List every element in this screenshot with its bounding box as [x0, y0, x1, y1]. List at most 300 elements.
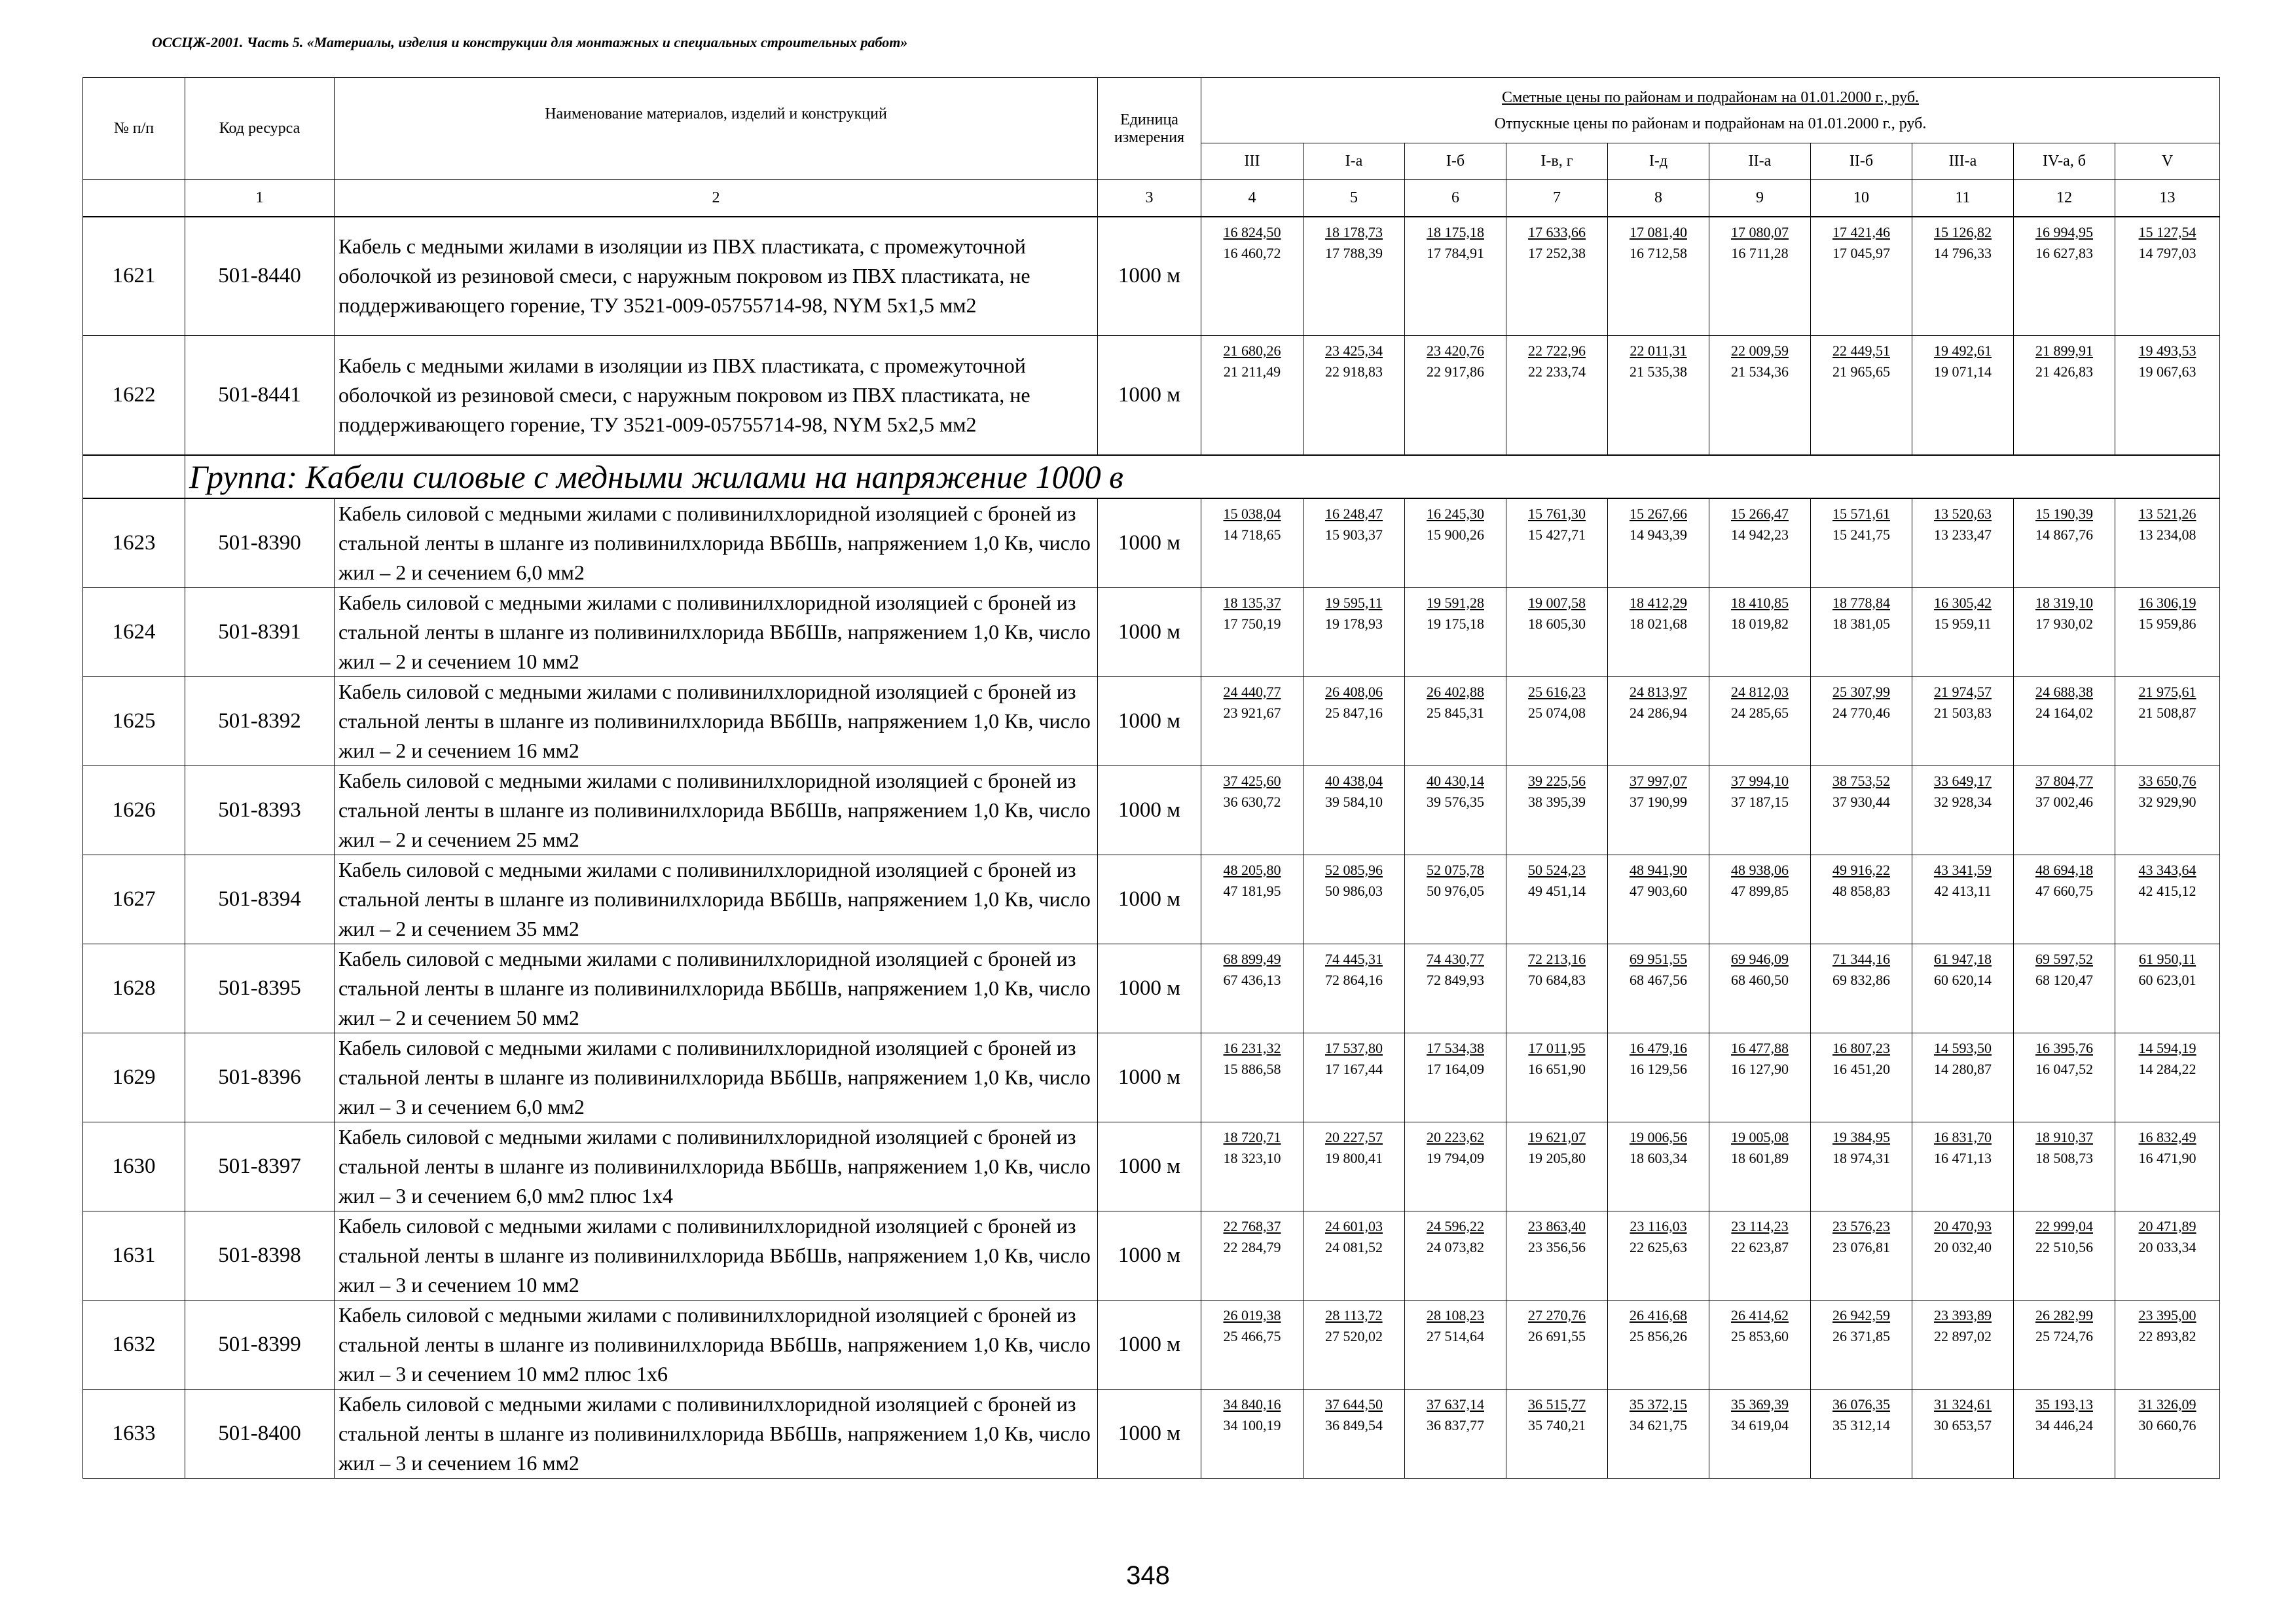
estimated-price: 22 999,04 [2035, 1217, 2093, 1234]
estimated-price: 23 393,89 [1934, 1306, 1992, 1323]
price-cell [2014, 855, 2115, 944]
price-cell [2115, 336, 2220, 455]
unit-of-measure: 1000 м [1098, 766, 1201, 855]
price-cell [1506, 336, 1608, 455]
estimated-price: 36 076,35 [1832, 1395, 1890, 1412]
estimated-price: 52 085,96 [1325, 861, 1383, 878]
release-price: 42 413,11 [1934, 882, 1992, 899]
estimated-price: 19 492,61 [1934, 342, 1992, 359]
release-price: 48 858,83 [1832, 882, 1890, 899]
price-cell [2014, 587, 2115, 676]
price-cell [1709, 1211, 1811, 1300]
table-row [83, 944, 2220, 1033]
release-price: 67 436,13 [1223, 971, 1281, 988]
estimated-price: 37 994,10 [1731, 772, 1789, 789]
column-number: 3 [1098, 180, 1201, 217]
material-name: Кабель силовой с медными жилами с поливинилхлоридной изоляцией с броней из стальной ленты в шланге из поливинилхлорида ВБбШв, напряжением 1,0 Кв, число жил – 2 и сечением 6,0 мм2 [335, 498, 1098, 588]
price-cell [2014, 1389, 2115, 1478]
estimated-price: 69 946,09 [1731, 950, 1789, 967]
estimated-price: 43 343,64 [2138, 861, 2196, 878]
release-price: 70 684,83 [1528, 971, 1586, 988]
release-price: 21 426,83 [2035, 363, 2093, 380]
release-price: 23 356,56 [1528, 1238, 1586, 1255]
unit-of-measure: 1000 м [1098, 1300, 1201, 1389]
price-cell [1811, 217, 1912, 336]
rows-before-group [83, 217, 2220, 455]
release-price: 16 047,52 [2035, 1060, 2093, 1077]
release-price: 32 929,90 [2138, 793, 2196, 810]
release-price: 14 867,76 [2035, 526, 2093, 543]
estimated-price: 74 445,31 [1325, 950, 1383, 967]
estimated-price: 68 899,49 [1223, 950, 1281, 967]
estimated-price: 40 438,04 [1325, 772, 1383, 789]
estimated-price: 31 324,61 [1934, 1395, 1992, 1412]
price-cell [1405, 498, 1506, 588]
price-cell [2014, 944, 2115, 1033]
price-cell [1709, 498, 1811, 588]
price-cell [1912, 1300, 2014, 1389]
release-price: 34 621,75 [1630, 1416, 1687, 1433]
price-cell [1912, 676, 2014, 766]
estimated-price: 35 369,39 [1731, 1395, 1789, 1412]
price-cell [1405, 676, 1506, 766]
estimated-price: 52 075,78 [1427, 861, 1484, 878]
estimated-price: 14 594,19 [2138, 1039, 2196, 1056]
estimated-price: 26 019,38 [1223, 1306, 1281, 1323]
material-name: Кабель силовой с медными жилами с поливинилхлоридной изоляцией с броней из стальной ленты в шланге из поливинилхлорида ВБбШв, напряжением 1,0 Кв, число жил – 3 и сечением 6,0 мм2 плюс 1х4 [335, 1122, 1098, 1211]
estimated-price: 23 116,03 [1630, 1217, 1687, 1234]
release-price: 22 625,63 [1630, 1238, 1687, 1255]
table-row [83, 1211, 2220, 1300]
estimated-price: 24 601,03 [1325, 1217, 1383, 1234]
release-price: 27 514,64 [1427, 1327, 1484, 1344]
release-price: 18 019,82 [1731, 615, 1789, 632]
price-cell [1912, 217, 2014, 336]
unit-of-measure: 1000 м [1098, 944, 1201, 1033]
price-cell [1303, 676, 1405, 766]
release-price: 69 832,86 [1832, 971, 1890, 988]
price-cell [1405, 944, 1506, 1033]
estimated-price: 37 997,07 [1630, 772, 1687, 789]
release-price: 34 446,24 [2035, 1416, 2093, 1433]
release-price: 19 175,18 [1427, 615, 1484, 632]
estimated-price: 13 521,26 [2138, 505, 2196, 522]
release-price: 21 508,87 [2138, 704, 2196, 721]
price-cell [2014, 498, 2115, 588]
price-cell [1608, 587, 1709, 676]
price-cell [1811, 766, 1912, 855]
material-name: Кабель силовой с медными жилами с поливинилхлоридной изоляцией с броней из стальной ленты в шланге из поливинилхлорида ВБбШв, напряжением 1,0 Кв, число жил – 3 и сечением 6,0 мм2 [335, 1033, 1098, 1122]
table-row [83, 1122, 2220, 1211]
release-price: 47 903,60 [1630, 882, 1687, 899]
price-cell [1506, 217, 1608, 336]
estimated-price: 17 011,95 [1528, 1039, 1586, 1056]
estimated-price: 37 425,60 [1223, 772, 1281, 789]
release-price: 39 584,10 [1325, 793, 1383, 810]
estimated-price: 17 534,38 [1427, 1039, 1484, 1056]
release-price: 15 959,11 [1934, 615, 1992, 632]
price-cell [2014, 676, 2115, 766]
release-price: 14 796,33 [1934, 244, 1992, 261]
estimated-price: 19 621,07 [1528, 1128, 1586, 1145]
estimated-price: 23 425,34 [1325, 342, 1383, 359]
price-cell [1201, 498, 1303, 588]
release-price: 21 535,38 [1630, 363, 1687, 380]
header-region: III [1201, 143, 1303, 180]
price-cell [1709, 587, 1811, 676]
estimated-price: 15 571,61 [1832, 505, 1890, 522]
release-price: 22 284,79 [1223, 1238, 1281, 1255]
price-cell [1912, 498, 2014, 588]
release-price: 24 081,52 [1325, 1238, 1383, 1255]
release-price: 37 930,44 [1832, 793, 1890, 810]
unit-of-measure: 1000 м [1098, 1033, 1201, 1122]
release-price: 35 312,14 [1832, 1416, 1890, 1433]
unit-of-measure: 1000 м [1098, 587, 1201, 676]
release-price: 27 520,02 [1325, 1327, 1383, 1344]
estimated-price: 26 416,68 [1630, 1306, 1687, 1323]
unit-of-measure: 1000 м [1098, 1211, 1201, 1300]
material-name: Кабель силовой с медными жилами с поливинилхлоридной изоляцией с броней из стальной ленты в шланге из поливинилхлорида ВБбШв, напряжением 1,0 Кв, число жил – 2 и сечением 35 мм2 [335, 855, 1098, 944]
release-price: 16 651,90 [1528, 1060, 1586, 1077]
release-price: 22 233,74 [1528, 363, 1586, 380]
price-cell [1608, 676, 1709, 766]
price-cell [1506, 676, 1608, 766]
price-cell [2115, 1033, 2220, 1122]
release-price: 25 466,75 [1223, 1327, 1281, 1344]
price-cell [2115, 217, 2220, 336]
price-cell [1811, 336, 1912, 455]
material-name: Кабель силовой с медными жилами с поливинилхлоридной изоляцией с броней из стальной ленты в шланге из поливинилхлорида ВБбШв, напряжением 1,0 Кв, число жил – 3 и сечением 16 мм2 [335, 1389, 1098, 1478]
release-price: 21 503,83 [1934, 704, 1992, 721]
price-cell [1506, 498, 1608, 588]
release-price: 32 928,34 [1934, 793, 1992, 810]
price-cell [1201, 944, 1303, 1033]
column-number: 2 [335, 180, 1098, 217]
estimated-price: 18 410,85 [1731, 594, 1789, 611]
release-price: 21 211,49 [1223, 363, 1281, 380]
price-cell [1201, 1033, 1303, 1122]
resource-code: 501-8390 [185, 498, 335, 588]
estimated-price: 74 430,77 [1427, 950, 1484, 967]
column-number: 1 [185, 180, 335, 217]
release-price: 26 691,55 [1528, 1327, 1586, 1344]
price-cell [2115, 766, 2220, 855]
price-cell [1912, 587, 2014, 676]
table-row [83, 855, 2220, 944]
release-price: 21 965,65 [1832, 363, 1890, 380]
release-price: 18 974,31 [1832, 1149, 1890, 1166]
group-section [83, 455, 2220, 498]
release-price: 22 897,02 [1934, 1327, 1992, 1344]
estimated-price: 18 135,37 [1223, 594, 1281, 611]
estimated-price: 18 178,73 [1325, 223, 1383, 240]
price-cell [1303, 1033, 1405, 1122]
resource-code: 501-8391 [185, 587, 335, 676]
row-number: 1624 [83, 587, 185, 676]
release-price: 25 074,08 [1528, 704, 1586, 721]
header-region: I-а [1303, 143, 1405, 180]
price-cell [2115, 1389, 2220, 1478]
estimated-price: 31 326,09 [2138, 1395, 2196, 1412]
release-price: 22 918,83 [1325, 363, 1383, 380]
estimated-price: 19 384,95 [1832, 1128, 1890, 1145]
price-cell [2014, 1033, 2115, 1122]
release-price: 30 660,76 [2138, 1416, 2196, 1433]
price-cell [1405, 1211, 1506, 1300]
release-price: 50 976,05 [1427, 882, 1484, 899]
release-price: 37 002,46 [2035, 793, 2093, 810]
release-price: 14 280,87 [1934, 1060, 1992, 1077]
release-price: 17 167,44 [1325, 1060, 1383, 1077]
column-number: 5 [1303, 180, 1405, 217]
estimated-price: 18 778,84 [1832, 594, 1890, 611]
estimated-price: 17 537,80 [1325, 1039, 1383, 1056]
release-price: 36 837,77 [1427, 1416, 1484, 1433]
price-cell [1506, 1389, 1608, 1478]
release-price: 22 893,82 [2138, 1327, 2196, 1344]
estimated-price: 37 637,14 [1427, 1395, 1484, 1412]
header-unit: Единица измерения [1098, 78, 1201, 180]
price-cell [2115, 676, 2220, 766]
estimated-price: 48 205,80 [1223, 861, 1281, 878]
group-title: Группа: Кабели силовые с медными жилами на напряжение 1000 в [185, 455, 2220, 498]
release-price: 19 071,14 [1934, 363, 1992, 380]
price-cell [1608, 855, 1709, 944]
price-cell [1506, 1300, 1608, 1389]
estimated-price: 21 899,91 [2035, 342, 2093, 359]
estimated-price: 16 477,88 [1731, 1039, 1789, 1056]
header-region: I-в, г [1506, 143, 1608, 180]
release-price: 19 794,09 [1427, 1149, 1484, 1166]
price-cell [1405, 217, 1506, 336]
estimated-price: 36 515,77 [1528, 1395, 1586, 1412]
price-cell [1506, 1211, 1608, 1300]
resource-code: 501-8440 [185, 217, 335, 336]
estimated-price: 23 576,23 [1832, 1217, 1890, 1234]
price-cell [2115, 1211, 2220, 1300]
header-code: Код ресурса [185, 78, 335, 180]
material-name: Кабель силовой с медными жилами с поливинилхлоридной изоляцией с броней из стальной ленты в шланге из поливинилхлорида ВБбШв, напряжением 1,0 Кв, число жил – 2 и сечением 50 мм2 [335, 944, 1098, 1033]
header-region: III-а [1912, 143, 2014, 180]
release-price: 22 917,86 [1427, 363, 1484, 380]
price-cell [1912, 1389, 2014, 1478]
release-price: 37 190,99 [1630, 793, 1687, 810]
price-cell [1811, 1211, 1912, 1300]
estimated-price: 50 524,23 [1528, 861, 1586, 878]
estimated-price: 16 994,95 [2035, 223, 2093, 240]
material-name: Кабель силовой с медными жилами с поливинилхлоридной изоляцией с броней из стальной ленты в шланге из поливинилхлорида ВБбШв, напряжением 1,0 Кв, число жил – 2 и сечением 10 мм2 [335, 587, 1098, 676]
release-price: 15 886,58 [1223, 1060, 1281, 1077]
header-region: II-б [1811, 143, 1912, 180]
header-prices-release: Отпускные цены по районам и подрайонам на 01.01.2000 г., руб. [1494, 115, 1927, 132]
price-cell [2115, 855, 2220, 944]
row-number: 1632 [83, 1300, 185, 1389]
unit-of-measure: 1000 м [1098, 498, 1201, 588]
price-cell [1201, 1211, 1303, 1300]
price-cell [2014, 1211, 2115, 1300]
release-price: 16 471,13 [1934, 1149, 1992, 1166]
estimated-price: 22 722,96 [1528, 342, 1586, 359]
release-price: 19 067,63 [2138, 363, 2196, 380]
price-cell [1303, 766, 1405, 855]
price-cell [1811, 587, 1912, 676]
price-cell [1405, 766, 1506, 855]
estimated-price: 21 975,61 [2138, 683, 2196, 700]
price-cell [2014, 766, 2115, 855]
price-cell [1405, 1300, 1506, 1389]
estimated-price: 18 412,29 [1630, 594, 1687, 611]
estimated-price: 19 006,56 [1630, 1128, 1687, 1145]
release-price: 14 797,03 [2138, 244, 2196, 261]
price-cell [1709, 336, 1811, 455]
column-number: 9 [1709, 180, 1811, 217]
price-cell [2014, 1122, 2115, 1211]
price-cell [1811, 1033, 1912, 1122]
release-price: 25 845,31 [1427, 704, 1484, 721]
column-numbers-row [83, 180, 2220, 217]
release-price: 20 032,40 [1934, 1238, 1992, 1255]
header-prices-estimated: Сметные цены по районам и подрайонам на 01.01.2000 г., руб. [1502, 88, 1920, 106]
price-cell [2115, 498, 2220, 588]
estimated-price: 71 344,16 [1832, 950, 1890, 967]
price-cell [2014, 1300, 2115, 1389]
estimated-price: 14 593,50 [1934, 1039, 1992, 1056]
price-cell [1405, 1389, 1506, 1478]
estimated-price: 17 421,46 [1832, 223, 1890, 240]
column-number: 6 [1405, 180, 1506, 217]
estimated-price: 18 720,71 [1223, 1128, 1281, 1145]
estimated-price: 38 753,52 [1832, 772, 1890, 789]
estimated-price: 21 680,26 [1223, 342, 1281, 359]
row-number: 1623 [83, 498, 185, 588]
price-cell [1405, 1033, 1506, 1122]
rows-after-group [83, 498, 2220, 1479]
table-row [83, 587, 2220, 676]
material-name: Кабель силовой с медными жилами с поливинилхлоридной изоляцией с броней из стальной ленты в шланге из поливинилхлорида ВБбШв, напряжением 1,0 Кв, число жил – 2 и сечением 16 мм2 [335, 676, 1098, 766]
estimated-price: 16 305,42 [1934, 594, 1992, 611]
estimated-price: 20 227,57 [1325, 1128, 1383, 1145]
estimated-price: 16 395,76 [2035, 1039, 2093, 1056]
estimated-price: 72 213,16 [1528, 950, 1586, 967]
estimated-price: 19 007,58 [1528, 594, 1586, 611]
price-cell [1506, 1033, 1608, 1122]
resource-code: 501-8394 [185, 855, 335, 944]
price-cell [1608, 1300, 1709, 1389]
estimated-price: 69 951,55 [1630, 950, 1687, 967]
price-cell [1201, 676, 1303, 766]
estimated-price: 26 414,62 [1731, 1306, 1789, 1323]
price-cell [1709, 676, 1811, 766]
release-price: 23 076,81 [1832, 1238, 1890, 1255]
estimated-price: 16 831,70 [1934, 1128, 1992, 1145]
price-cell [1303, 1122, 1405, 1211]
estimated-price: 21 974,57 [1934, 683, 1992, 700]
price-cell [2115, 1300, 2220, 1389]
unit-of-measure: 1000 м [1098, 1389, 1201, 1478]
price-cell [1303, 336, 1405, 455]
estimated-price: 49 916,22 [1832, 861, 1890, 878]
estimated-price: 43 341,59 [1934, 861, 1992, 878]
release-price: 16 711,28 [1731, 244, 1789, 261]
estimated-price: 23 863,40 [1528, 1217, 1586, 1234]
release-price: 25 724,76 [2035, 1327, 2093, 1344]
release-price: 72 864,16 [1325, 971, 1383, 988]
estimated-price: 23 114,23 [1731, 1217, 1789, 1234]
release-price: 37 187,15 [1731, 793, 1789, 810]
release-price: 60 623,01 [2138, 971, 2196, 988]
release-price: 50 986,03 [1325, 882, 1383, 899]
column-number: 8 [1608, 180, 1709, 217]
material-name: Кабель силовой с медными жилами с поливинилхлоридной изоляцией с броней из стальной ленты в шланге из поливинилхлорида ВБбШв, напряжением 1,0 Кв, число жил – 2 и сечением 25 мм2 [335, 766, 1098, 855]
estimated-price: 16 807,23 [1832, 1039, 1890, 1056]
release-price: 15 900,26 [1427, 526, 1484, 543]
estimated-price: 33 649,17 [1934, 772, 1992, 789]
price-cell [1912, 1033, 2014, 1122]
price-cell [2014, 336, 2115, 455]
estimated-price: 61 950,11 [2138, 950, 2196, 967]
price-cell [1303, 217, 1405, 336]
row-number: 1625 [83, 676, 185, 766]
release-price: 36 849,54 [1325, 1416, 1383, 1433]
release-price: 24 286,94 [1630, 704, 1687, 721]
header-region: V [2115, 143, 2220, 180]
estimated-price: 22 768,37 [1223, 1217, 1281, 1234]
release-price: 20 033,34 [2138, 1238, 2196, 1255]
price-cell [1608, 1389, 1709, 1478]
price-cell [1506, 766, 1608, 855]
estimated-price: 18 175,18 [1427, 223, 1484, 240]
price-cell [1811, 855, 1912, 944]
price-cell [1608, 498, 1709, 588]
estimated-price: 17 633,66 [1528, 223, 1586, 240]
release-price: 16 712,58 [1630, 244, 1687, 261]
estimated-price: 61 947,18 [1934, 950, 1992, 967]
release-price: 18 605,30 [1528, 615, 1586, 632]
price-cell [1811, 1300, 1912, 1389]
release-price: 17 252,38 [1528, 244, 1586, 261]
price-cell [1912, 944, 2014, 1033]
estimated-price: 13 520,63 [1934, 505, 1992, 522]
price-cell [1201, 217, 1303, 336]
price-cell [1506, 944, 1608, 1033]
estimated-price: 48 938,06 [1731, 861, 1789, 878]
release-price: 15 427,71 [1528, 526, 1586, 543]
price-cell [1201, 336, 1303, 455]
column-number: 13 [2115, 180, 2220, 217]
estimated-price: 28 108,23 [1427, 1306, 1484, 1323]
price-cell [1405, 1122, 1506, 1211]
price-cell [1811, 676, 1912, 766]
column-number: 4 [1201, 180, 1303, 217]
price-cell [1912, 1122, 2014, 1211]
header-region: I-б [1405, 143, 1506, 180]
table-row [83, 498, 2220, 588]
unit-of-measure: 1000 м [1098, 217, 1201, 336]
header-region: I-д [1608, 143, 1709, 180]
price-cell [1405, 587, 1506, 676]
price-cell [1303, 1211, 1405, 1300]
price-cell [1811, 1122, 1912, 1211]
price-cell [1506, 855, 1608, 944]
unit-of-measure: 1000 м [1098, 855, 1201, 944]
price-cell [2115, 587, 2220, 676]
price-cell [1201, 1122, 1303, 1211]
price-cell [2014, 217, 2115, 336]
estimated-price: 26 408,06 [1325, 683, 1383, 700]
estimated-price: 24 688,38 [2035, 683, 2093, 700]
estimated-price: 24 440,77 [1223, 683, 1281, 700]
